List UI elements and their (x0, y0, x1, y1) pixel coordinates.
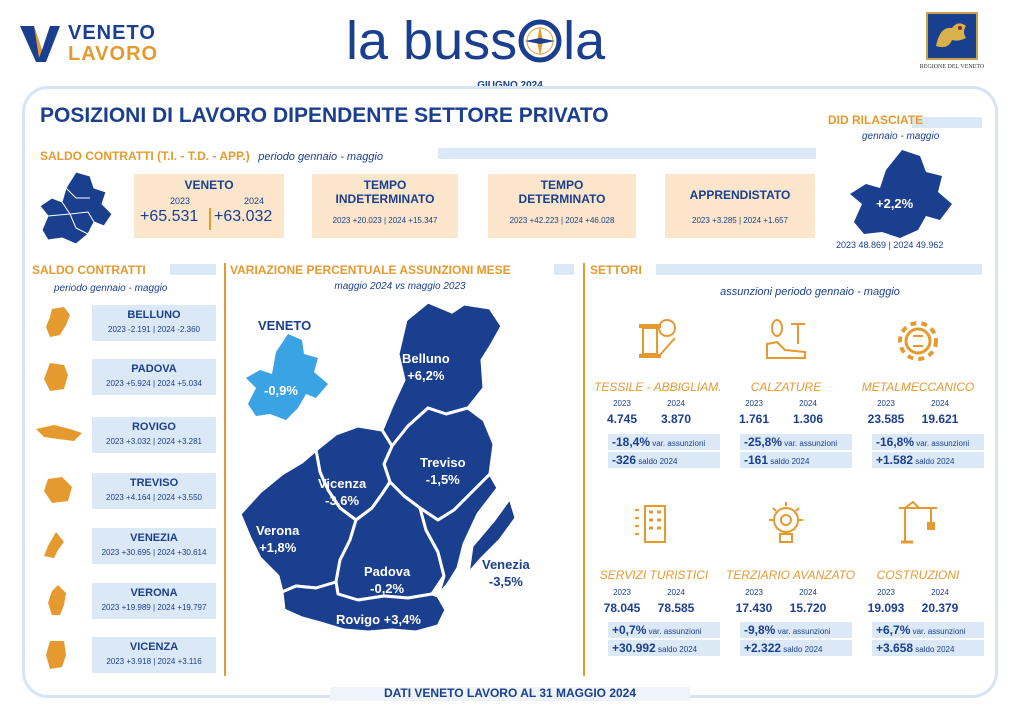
did-period: gennaio - maggio (862, 131, 940, 142)
sector-year1: 2023 (745, 588, 763, 597)
sector-year2: 2024 (799, 399, 817, 408)
map-label-venezia: Venezia -3,5% (482, 557, 530, 589)
veneto-total-card (134, 174, 284, 238)
province-values: 2023 +5.924 | 2024 +5.034 (106, 379, 202, 388)
logo-line1: VENETO (68, 22, 156, 44)
veneto-card-label: VENETO (184, 178, 234, 192)
sector-year2: 2024 (931, 588, 949, 597)
sector-title: TERZIARIO AVANZATO (726, 568, 856, 582)
province-shape-icon (34, 305, 84, 341)
map-label-verona: Verona +1,8% (256, 523, 300, 555)
thread-spool-icon (629, 316, 679, 366)
province-shape-icon (34, 473, 84, 509)
sector-saldo-pill: +3.658 saldo 2024 (872, 640, 984, 656)
var-heading-bar (554, 264, 574, 275)
td-values: 2023 +42.223 | 2024 +46.028 (509, 216, 615, 225)
province-name: BELLUNO (127, 309, 181, 321)
td-card (488, 174, 636, 238)
sector-var-pill: +6,7% var. assunzioni (872, 622, 984, 638)
sector-var-pill: -16,8% var. assunzioni (872, 434, 984, 450)
issue-date: GIUGNO 2024 (477, 80, 543, 91)
settori-heading-bar (656, 264, 982, 275)
province-shape-icon (34, 528, 84, 564)
sector-var-pill: -25,8% var. assunzioni (740, 434, 852, 450)
province-name: PADOVA (131, 363, 177, 375)
sector-saldo-pill: +30.992 saldo 2024 (608, 640, 720, 656)
province-shape-icon (34, 417, 84, 453)
title-part2: la (563, 11, 606, 71)
sector-year1: 2023 (877, 399, 895, 408)
ti-values: 2023 +20.023 | 2024 +15.347 (332, 216, 438, 225)
saldo-heading-bar (438, 148, 816, 159)
sector-value1: 1.761 (738, 412, 770, 426)
app-label: APPRENDISTATO (689, 188, 791, 202)
divider-right (583, 263, 585, 676)
sector-title: CALZATURE (750, 380, 822, 394)
sector-value2: 15.720 (789, 601, 827, 615)
province-values: 2023 +4.164 | 2024 +3.550 (106, 493, 202, 502)
map-label-padova: Padova -0,2% (364, 564, 411, 596)
app-card (665, 174, 815, 238)
sector-var-pill: +0,7% var. assunzioni (608, 622, 720, 638)
map-label-rovigo: Rovigo +3,4% (336, 612, 421, 627)
province-values: 2023 +3.032 | 2024 +3.281 (106, 437, 202, 446)
sector-saldo-pill: +1.582 saldo 2024 (872, 452, 984, 468)
sector-year2: 2024 (799, 588, 817, 597)
province-name: ROVIGO (131, 421, 176, 433)
gear-icon (893, 316, 943, 366)
veneto-map-small (36, 168, 120, 248)
did-map (842, 146, 968, 240)
td-label1: TEMPO (540, 178, 584, 192)
settori-period: assunzioni periodo gennaio - maggio (720, 286, 900, 298)
sector-year2: 2024 (667, 588, 685, 597)
sector-saldo-pill: -161 saldo 2024 (740, 452, 852, 468)
province-card (92, 417, 216, 453)
ti-card (312, 174, 458, 238)
sector-year1: 2023 (877, 588, 895, 597)
sector-value1: 78.045 (603, 601, 641, 615)
province-values: 2023 +19.989 | 2024 +19.797 (101, 603, 207, 612)
logo-v-icon (18, 24, 62, 64)
did-pct: +2,2% (876, 196, 914, 211)
province-card (92, 305, 216, 341)
sector-year2: 2024 (931, 399, 949, 408)
sector-value1: 19.093 (867, 601, 905, 615)
shoe-tools-icon (761, 316, 811, 366)
sector-var-pill: -18,4% var. assunzioni (608, 434, 720, 450)
prov-heading: SALDO CONTRATTI (32, 263, 146, 277)
province-shape-icon (34, 583, 84, 619)
prov-heading-bar (170, 264, 216, 275)
map-label-belluno: Belluno +6,2% (402, 351, 450, 383)
province-values: 2023 -2.191 | 2024 -2.360 (108, 325, 200, 334)
sector-title: COSTRUZIONI (876, 568, 960, 582)
region-caption: REGIONE DEL VENETO (919, 64, 985, 70)
ti-label1: TEMPO (363, 178, 407, 192)
province-name: VERONA (130, 587, 178, 599)
saldo-heading: SALDO CONTRATTI (T.I. - T.D. - APP.) periodo gennaio - maggio (40, 149, 383, 163)
footer-text: DATI VENETO LAVORO AL 31 MAGGIO 2024 (383, 686, 637, 700)
hotel-icon (629, 500, 679, 550)
crane-icon (893, 500, 943, 550)
title-part1: la buss (346, 11, 518, 71)
lion-crest-icon (926, 12, 978, 60)
veneto-map-label: VENETO (258, 318, 312, 333)
sector-value2: 78.585 (657, 601, 695, 615)
sector-value1: 4.745 (606, 412, 638, 426)
sector-value1: 23.585 (867, 412, 905, 426)
sector-value1: 17.430 (735, 601, 773, 615)
main-title: POSIZIONI DI LAVORO DIPENDENTE SETTORE PRIVATO (40, 104, 609, 127)
sector-title: SERVIZI TURISTICI (599, 568, 709, 582)
province-card (92, 528, 216, 564)
lightbulb-gear-icon (761, 500, 811, 550)
province-name: TREVISO (129, 477, 179, 489)
sector-year2: 2024 (667, 399, 685, 408)
province-card (92, 359, 216, 395)
veneto-v2: +63.032 (214, 208, 273, 225)
sector-year1: 2023 (613, 399, 631, 408)
veneto-y1: 2023 (170, 196, 191, 206)
map-label-vicenza: Vicenza -3,6% (318, 476, 367, 508)
veneto-y2: 2024 (244, 196, 265, 206)
map-label-treviso: Treviso -1,5% (420, 455, 466, 487)
province-name: VENEZIA (130, 532, 178, 544)
publication-title (346, 10, 605, 72)
province-shape-icon (34, 359, 84, 395)
logo-line2: LAVORO (68, 43, 159, 65)
td-label2: DETERMINATO (518, 192, 606, 206)
veneto-lavoro-logo (18, 22, 188, 66)
province-values: 2023 +30.695 | 2024 +30.614 (101, 548, 207, 557)
sector-value2: 3.870 (660, 412, 692, 426)
sector-value2: 1.306 (792, 412, 824, 426)
veneto-v1: +65.531 (140, 208, 199, 225)
sector-saldo-pill: +2.322 saldo 2024 (740, 640, 852, 656)
regione-veneto-logo (914, 12, 990, 76)
province-shape-icon (34, 637, 84, 673)
divider-left (224, 263, 226, 676)
var-period: maggio 2024 vs maggio 2023 (334, 281, 466, 292)
app-values: 2023 +3.285 | 2024 +1.657 (692, 216, 788, 225)
province-values: 2023 +3.918 | 2024 +3.116 (106, 657, 202, 666)
ti-label2: INDETERMINATO (335, 192, 435, 206)
sector-year1: 2023 (745, 399, 763, 408)
sector-year1: 2023 (613, 588, 631, 597)
province-card (92, 583, 216, 619)
did-heading: DID RILASCIATE (828, 113, 924, 127)
sector-saldo-pill: -326 saldo 2024 (608, 452, 720, 468)
sector-title: METALMECCANICO (861, 380, 975, 394)
province-card (92, 637, 216, 673)
did-values: 2023 48.869 | 2024 49.962 (836, 240, 944, 250)
compass-icon (518, 19, 562, 63)
sector-value2: 19.621 (921, 412, 959, 426)
sector-title: TESSILE - ABBIGLIAM. (594, 380, 722, 394)
veneto-map-pct: -0,9% (264, 383, 298, 398)
settori-heading: SETTORI (590, 263, 642, 277)
var-heading: VARIAZIONE PERCENTUALE ASSUNZIONI MESE (230, 263, 511, 277)
province-name: VICENZA (129, 641, 179, 653)
prov-period: periodo gennaio - maggio (54, 283, 168, 294)
province-card (92, 473, 216, 509)
sector-value2: 20.379 (921, 601, 959, 615)
sector-var-pill: -9,8% var. assunzioni (740, 622, 852, 638)
